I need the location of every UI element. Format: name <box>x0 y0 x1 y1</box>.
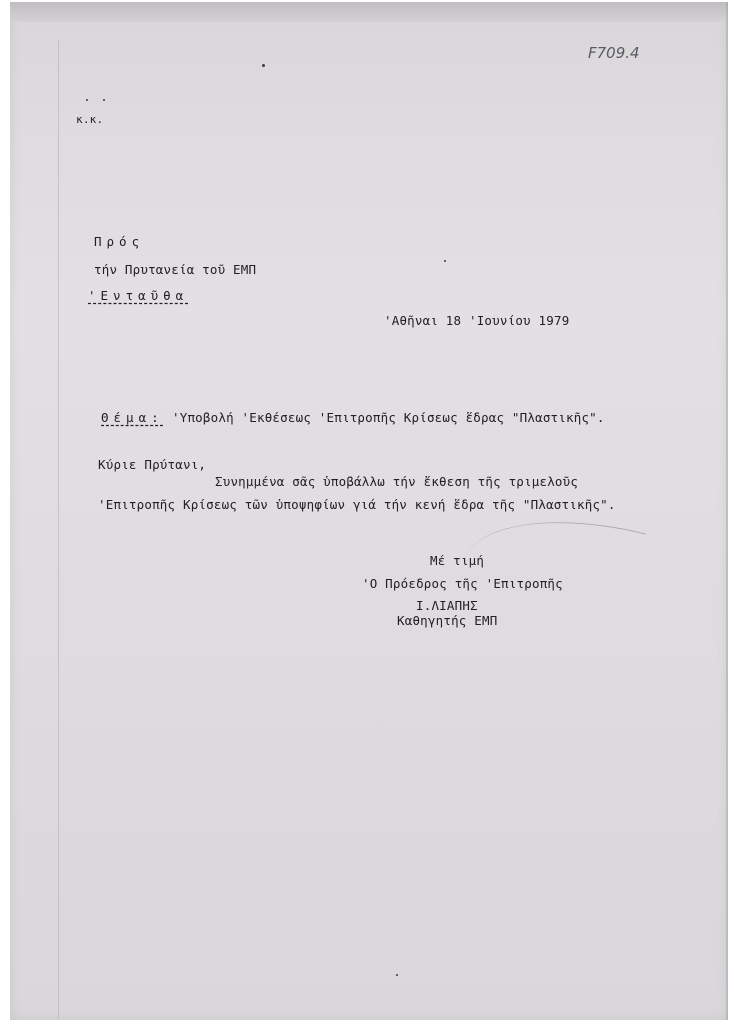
initials: κ.κ. <box>76 113 104 126</box>
subject-label: Θέμα: <box>101 410 164 425</box>
signature-name: Ι.ΛΙΑΠΗΣ <box>416 598 478 613</box>
recipient-line-1: τήν Πρυτανεία τοῦ ΕΜΠ <box>94 262 257 277</box>
archive-mark: F709.4 <box>588 44 640 62</box>
body-line-1: Συνημμένα σᾶς ὑποβάλλω τήν ἔκθεση τῆς τριμελοῦς <box>215 474 579 489</box>
ink-speck <box>444 260 446 262</box>
signature-closing: Μέ τιμή <box>430 553 485 568</box>
ink-speck <box>103 99 105 101</box>
body-line-2: 'Επιτροπῆς Κρίσεως τῶν ὑποψηφίων γιά τήν κενή ἕδρα τῆς "Πλαστικῆς". <box>98 497 616 512</box>
margin-fold-line <box>58 40 59 1018</box>
paper-right-edge <box>726 2 728 1020</box>
ink-speck <box>262 64 265 67</box>
subject-text: 'Υποβολή 'Εκθέσεως 'Επιτροπῆς Κρίσεως ἕδρας "Πλαστικῆς". <box>172 410 605 425</box>
salutation: Κύριε Πρύτανι, <box>98 457 207 472</box>
signature-role: 'Ο Πρόεδρος τῆς 'Επιτροπῆς <box>362 576 563 591</box>
signature-title: Καθηγητής ΕΜΠ <box>397 613 498 628</box>
recipient-to: Πρός <box>94 234 145 249</box>
recipient-line-2: 'Ενταῦθα <box>88 288 189 303</box>
paper-top-edge <box>10 2 728 22</box>
ink-speck <box>86 99 88 101</box>
ink-speck <box>396 974 398 976</box>
date-line: 'Αθῆναι 18 'Ιουνίου 1979 <box>384 313 570 328</box>
